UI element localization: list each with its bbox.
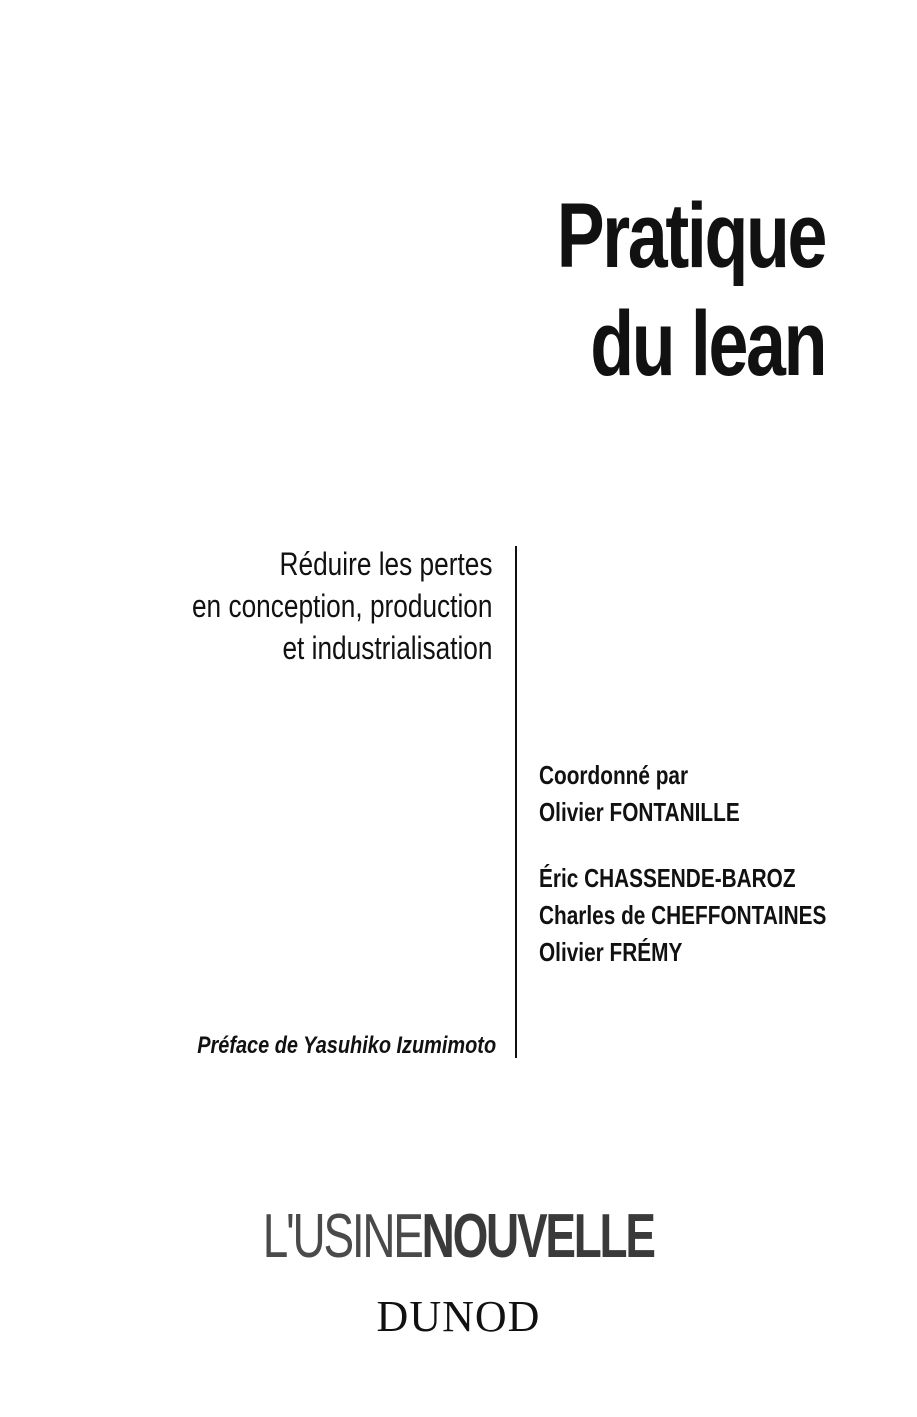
author-name: Olivier FRÉMY xyxy=(539,937,683,967)
authors-spacer xyxy=(539,831,826,860)
coordinated-by-label: Coordonné par xyxy=(539,760,689,790)
subtitle-line-1: Réduire les pertes xyxy=(279,546,492,582)
dunod-logo: DUNOD xyxy=(376,1292,541,1341)
book-title-line-2: du lean xyxy=(590,293,825,395)
usine-logo-part-1: L'USINE xyxy=(262,1202,422,1271)
usine-logo-part-2: NOUVELLE xyxy=(421,1202,655,1271)
book-title-line-1: Pratique xyxy=(556,185,825,287)
coordinator-name: Olivier FONTANILLE xyxy=(539,797,740,827)
preface-credit: Préface de Yasuhiko Izumimoto xyxy=(197,1032,496,1059)
authors-block xyxy=(539,757,826,971)
subtitle-line-3: et industrialisation xyxy=(281,630,492,666)
subtitle-line-2: en conception, production xyxy=(191,588,492,624)
usine-nouvelle-logo xyxy=(0,1202,917,1272)
author-name: Charles de CHEFFONTAINES xyxy=(539,900,827,930)
author-name: Éric CHASSENDE-BAROZ xyxy=(539,863,796,893)
book-title xyxy=(557,182,825,398)
vertical-divider xyxy=(515,546,517,1058)
book-subtitle xyxy=(191,543,492,669)
